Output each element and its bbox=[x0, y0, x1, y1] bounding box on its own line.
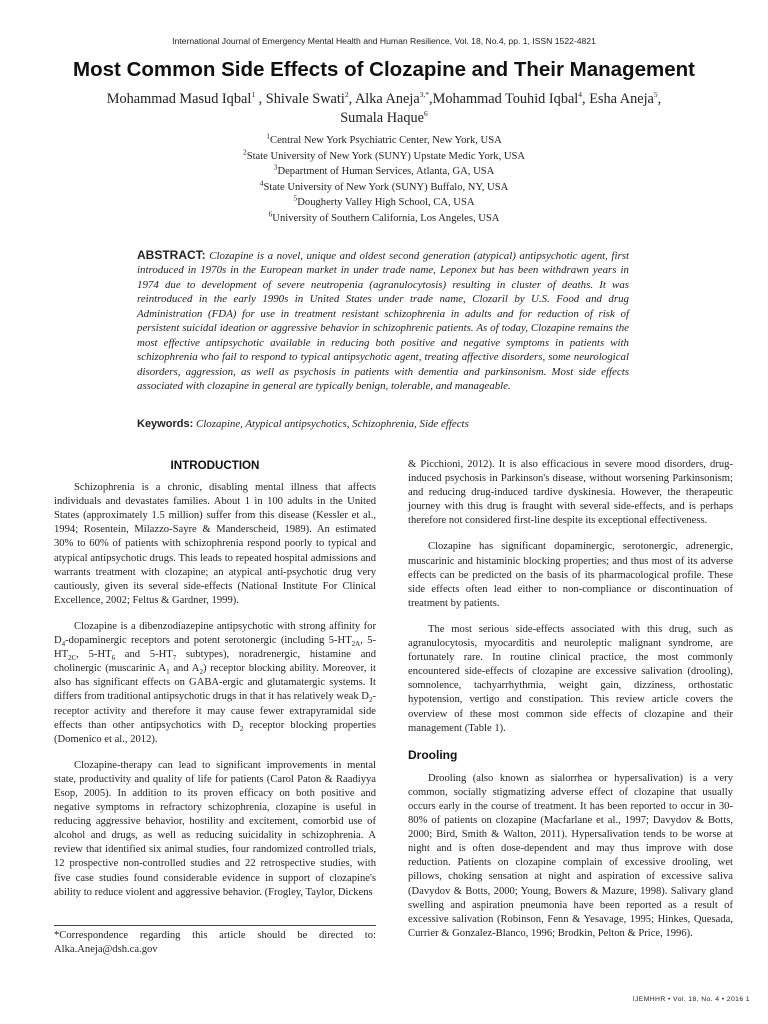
affiliation-text: Dougherty Valley High School, CA, USA bbox=[297, 197, 475, 208]
paragraph: Schizophrenia is a chronic, disabling mental illness that affects individuals and devastates families. About 1 in 100 adults in the United States (approximately 1.5 million) suffer from this disease (Kessler et al., 1994; Rosentein, Milazzo-Sayre & Manderscheid, 1989). An estimated 30% to 60% of patients with schizophrenia respond poorly to typical and atypical antipsychotic drugs. This leads to repeated hospital admissions and warrants treatment with clozapine; an atypical anti-psychotic drug very cautiously, given its several side-effects (National Institute For Clinical Excellence, 2002; Feltus & Gardner, 1999). bbox=[54, 482, 376, 606]
section-heading-introduction: INTRODUCTION bbox=[170, 459, 260, 472]
section-heading-drooling: Drooling bbox=[408, 747, 458, 762]
keywords-text: Clozapine, Atypical antipsychotics, Schizophrenia, Side effects bbox=[195, 418, 469, 430]
correspondence-footnote: *Correspondence regarding this article should be directed to: Alka.Aneja@dsh.ca.gov bbox=[54, 930, 376, 955]
author-affiliation-marker: 5 bbox=[653, 90, 658, 100]
affiliation bbox=[0, 195, 768, 211]
affiliation-marker: 1 bbox=[266, 131, 270, 141]
abstract-label: ABSTRACT: bbox=[137, 248, 206, 262]
paragraph: Clozapine has significant dopaminergic, serotonergic, adrenergic, muscarinic and histaminic blocking properties; and thus most of its adverse effects can be predicted on the basis of its pharmacological profile. These side effects often lead either to non-compliance or discontinuation of treatment by patients. bbox=[408, 541, 733, 609]
paragraph: Clozapine-therapy can lead to significant improvements in mental state, productivity and quality of life for patients (Carol Paton & Raadiyya Esop, 2005). In addition to its proven efficacy on both positive and negative symptoms in refractory schizophrenia, clozapine is useful in reducing aggressive behavior, hostility and excitement, comorbid use of alcohol and drugs, as well as reducing suicidality in schizophrenia. A review that identified six animal studies, four randomized controlled trials, 12 prospective non-controlled studies and 22 retrospective studies, with five case studies found considerable evidence in support of clozapine's ability to reduce violent and aggressive behavior. (Frogley, Taylor, Dickens bbox=[54, 759, 376, 898]
left-column bbox=[54, 459, 376, 912]
affiliation-marker: 2 bbox=[242, 146, 247, 156]
article-title: Most Common Side Effects of Clozapine and Their Management bbox=[73, 58, 695, 81]
affiliation-text: State University of New York (SUNY) Upstate Medic York, USA bbox=[246, 150, 526, 162]
author-name: Esha Aneja bbox=[589, 91, 654, 107]
keywords bbox=[137, 418, 629, 430]
affiliation-list bbox=[0, 133, 768, 226]
affiliation-marker: 4 bbox=[259, 177, 264, 187]
keywords-label: Keywords: bbox=[137, 418, 194, 430]
affiliation bbox=[0, 133, 768, 149]
author-affiliation-marker: 2 bbox=[344, 90, 349, 100]
affiliation bbox=[0, 164, 768, 180]
paragraph: The most serious side-effects associated with this drug, such as agranulocytosis, myocarditis and neuroleptic malignant syndrome, are fortunately rare. In routine clinical practice, the most commonly encountered side-effects of clozapine are excessive salivation (drooling), somnolence, tachyarrhythmia, weight gain, dizziness, orthostatic hypotension, vertigo and constipation. This review article covers the overview of these most common side effects of clozapine and their management (Table 1). bbox=[408, 623, 733, 734]
paragraph: & Picchioni, 2012). It is also efficacious in severe mood disorders, drug-induced psychosis in Parkinson's disease, without worsening Parkinsonism; and reducing drug-induced tardive dyskinesia. However, the therapeutic journey with this drug is fraught with several side-effects, and is perhaps therefore not considered first-line despite its exceptional effectiveness. bbox=[408, 459, 733, 527]
abstract bbox=[137, 248, 629, 394]
affiliation bbox=[0, 146, 768, 165]
paragraph: Clozapine is a dibenzodiazepine antipsychotic with strong affinity for $D_4$-dopaminergic receptors and potent serotonergic (including $5-HT_{2A}$, $5-HT_{2C}$, $5-HT_6$ and $5-HT_7$ subtypes), noradrenergic, histamine and cholinergic (muscarinic $A_1$ and $A_2$) receptor blocking ability. Moreover, it also has significant effects on GABA-ergic and glutamatergic systems. It differs from traditional antipsychotic drugs in that it has relatively weak $D_2$-receptor activity and therefore it may cause fewer extrapyramidal side effects than other antipsychotics with $D_2$ receptor blocking properties (Domenico et al., 2012). bbox=[54, 620, 377, 745]
affiliation-text: Department of Human Services, Atlanta, GA, USA bbox=[277, 166, 495, 177]
author-list: Mohammad Masud Iqbal$^1$ , Shivale Swati$^2$, Alka Aneja$^{3,*}$,Mohammad Touhid Iqbal$^4$, Esha Aneja$^5$, Sumala Haque$^6$ bbox=[106, 90, 662, 126]
author-name: Shivale Swati bbox=[265, 91, 345, 107]
author-name: Mohammad Touhid Iqbal bbox=[432, 91, 579, 107]
right-column bbox=[408, 458, 733, 953]
affiliation-text: University of Southern California, Los Angeles, USA bbox=[272, 212, 500, 224]
author-affiliation-marker: 4 bbox=[578, 90, 583, 100]
affiliation-text: State University of New York (SUNY) Buffalo, NY, USA bbox=[263, 181, 509, 193]
abstract-text: Clozapine is a novel, unique and oldest second generation (atypical) antipsychotic agent, first introduced in 1970s in the European market in under trade name, Leponex but has been withdrawn years in 1974 due to development of severe neutropenia (agranulocytosis) resulting in cluster of deaths. It was reintroduced in the early 1990s in United States under trade name, Clozaril by U.S. Food and drug Administration (FDA) for use in treatment resistant schizophrenia in adults and for reduction of risk of persistent suicidal ideation or aggressive behavior in schizophrenic patients. As of today, Clozapine remains the most effective antipsychotic available in reducing both positive and negative symptoms in patients with schizophrenia who fail to respond to typical antipsychotic agent, treating affective disorders, some neurological disorders, aggression, as well as psychosis in patients with dementia and parkinsonism. Most side effects associated with clozapine in general are typically benign, tolerable, and manageable. bbox=[137, 250, 629, 393]
author-name: Alka Aneja bbox=[354, 91, 420, 107]
author-affiliation-marker: 6 bbox=[424, 109, 428, 119]
affiliation-marker: 6 bbox=[268, 208, 273, 218]
affiliation-text: Central New York Psychiatric Center, New York, USA bbox=[270, 135, 502, 146]
affiliation bbox=[0, 208, 768, 227]
author-name: Mohammad Masud Iqbal bbox=[106, 91, 252, 107]
author-affiliation-marker: 3,* bbox=[419, 90, 430, 100]
page-footer: IJEMHHR • Vol. 18, No. 4 • 2016 1 bbox=[632, 996, 750, 1003]
paragraph: Drooling (also known as sialorrhea or hypersalivation) is a very common, socially stigmatizing adverse effect of clozapine that usually occurs early in the course of treatment. It has been reported to occur in 30-80% of patients on clozapine (Macfarlane et al., 1997; Davydov & Botts, 2000; Bird, Smith & Walton, 2011). Hypersalivation tends to be worse at night and is often dose-dependent and may thus improve with dose reduction. Patients on clozapine complain of excessive drooling, wet pillows, choking sensation at night and aspiration of excessive saliva (Davydov & Botts, 2000; Young, Bowers & Mazure, 1998). Salivary gland swelling and aspiration pneumonia have been reported as a result of excessive salivation (Robinson, Fenn & Yesavage, 1995; Hinkes, Quesada, Currier & Gonzalez-Blanco, 1996; Brodkin, Pelton & Price, 1996). bbox=[408, 772, 733, 939]
journal-header: International Journal of Emergency Mental Health and Human Resilience, Vol. 18, No.4, pp. 1, ISSN 1522-4821 bbox=[172, 36, 596, 46]
affiliation-marker: 5 bbox=[293, 193, 298, 203]
affiliation bbox=[0, 177, 768, 196]
author-name: Sumala Haque bbox=[340, 110, 425, 126]
footnote-divider bbox=[54, 925, 376, 926]
affiliation-marker: 3 bbox=[273, 162, 278, 172]
author-affiliation-marker: 1 bbox=[251, 90, 256, 100]
